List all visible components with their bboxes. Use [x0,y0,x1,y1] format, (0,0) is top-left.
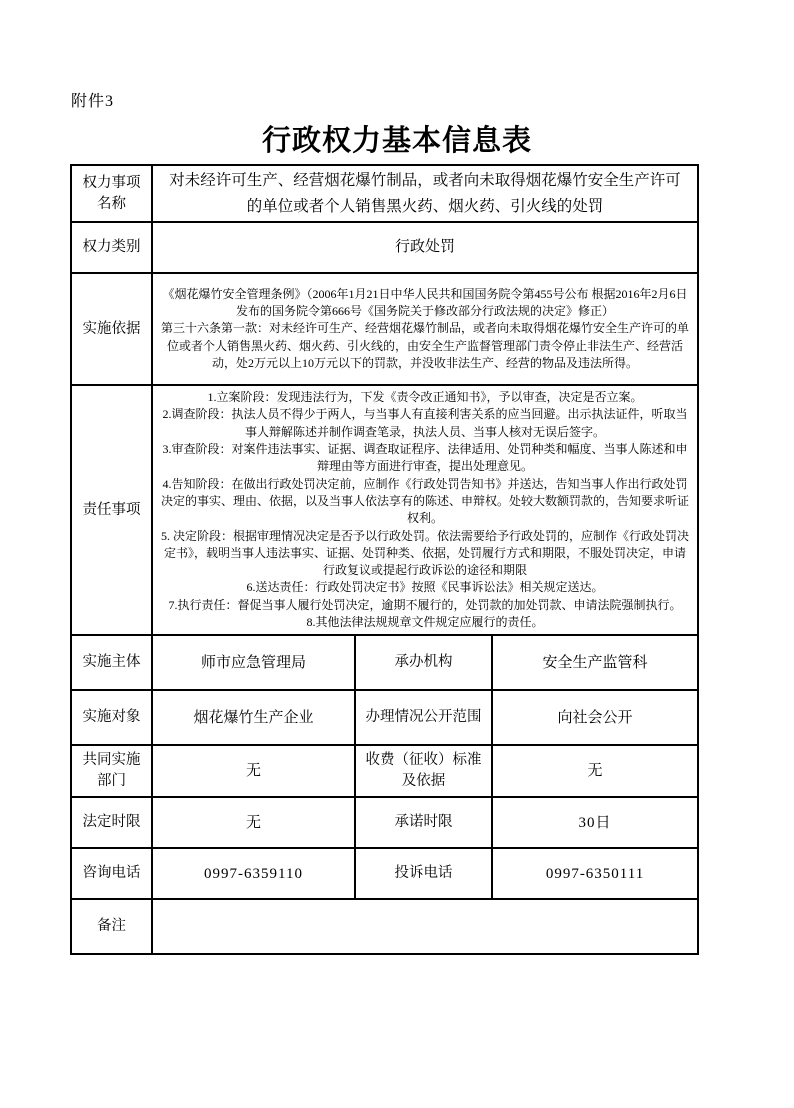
power-name-value: 对未经许可生产、经营烟花爆竹制品，或者向未取得烟花爆竹安全生产许可的单位或者个人销售黑火药、烟火药、引火线的处罚 [152,165,698,222]
row-implementing-body [71,635,698,690]
duty-item: 6.送达责任：行政处罚决定书》按照《民事诉讼法》相关规定送达。 [246,580,604,595]
row-power-type [71,222,698,273]
row-implementation-target [71,690,698,745]
inquiry-phone-value: 0997-6359110 [152,848,355,899]
attachment-label: 附件3 [71,93,115,110]
basis-paragraph: 第三十六条第一款：对未经许可生产、经营烟花爆竹制品，或者向未取得烟花爆竹安全生产许可的单位或者个人销售黑火药、烟火药、引火线的，由安全生产监督管理部门责令停止非法生产、经营活动，处2万元以上10万元以下的罚款，并没收非法生产、经营的物品及违法所得。 [161,321,690,371]
joint-departments-value: 无 [152,745,355,797]
page-title: 行政权力基本信息表 [261,125,532,157]
implementation-target-label: 实施对象 [71,690,152,745]
disclosure-scope-value: 向社会公开 [492,690,698,745]
fee-standard-value: 无 [492,745,698,797]
joint-departments-label: 共同实施部门 [71,745,152,797]
duty-items-label: 责任事项 [71,385,152,635]
row-implementation-basis [71,273,698,385]
power-type-value: 行政处罚 [152,222,698,273]
undertaking-agency-value: 安全生产监管科 [492,635,698,690]
power-type-label: 权力类别 [71,222,152,273]
row-remarks [71,899,698,954]
promised-time-limit-label: 承诺时限 [355,797,492,848]
implementation-target-value: 烟花爆竹生产企业 [152,690,355,745]
row-statutory-time-limit [71,797,698,848]
duty-item: 5. 决定阶段：根据审理情况决定是否予以行政处罚。依法需要给予行政处罚的，应制作《行政处罚决定书》，载明当事人违法事实、证据、处罚种类、依据，处罚履行方式和期限，不服处罚决定，申请行政复议或提起行政诉讼的途径和期限 [161,528,690,578]
undertaking-agency-label: 承办机构 [355,635,492,690]
implementation-basis-value [152,273,698,385]
remarks-label: 备注 [71,899,152,954]
implementing-body-value: 师市应急管理局 [152,635,355,690]
duty-item: 3.审查阶段：对案件违法事实、证据、调查取证程序、法律适用、处罚种类和幅度、当事人陈述和申辩理由等方面进行审查，提出处理意见。 [162,442,688,474]
remarks-value [152,899,698,954]
row-power-name [71,165,698,222]
row-joint-departments [71,745,698,797]
complaint-phone-label: 投诉电话 [355,848,492,899]
statutory-time-limit-value: 无 [152,797,355,848]
basis-paragraph: 《烟花爆竹安全管理条例》（2006年1月21日中华人民共和国国务院令第455号公布 根据2016年2月6日发布的国务院令第666号《国务院关于修改部分行政法规的决定》修正） [162,286,688,319]
basic-info-table [70,164,699,955]
fee-standard-label: 收费（征收）标准及依据 [355,745,492,797]
complaint-phone-value: 0997-6350111 [492,848,698,899]
duty-item: 2.调查阶段：执法人员不得少于两人，与当事人有直接利害关系的应当回避。出示执法证件，听取当事人辩解陈述并制作调查笔录，执法人员、当事人核对无误后签字。 [162,407,688,439]
duty-item: 1.立案阶段：发现违法行为，下发《责令改正通知书》，予以审查，决定是否立案。 [207,390,643,405]
power-name-label: 权力事项名称 [71,165,152,222]
duty-item: 8.其他法律法规规章文件规定应履行的责任。 [306,614,544,629]
row-phone-numbers [71,848,698,899]
row-duty-items [71,385,698,635]
duty-items-value [152,385,698,635]
promised-time-limit-value: 30日 [492,797,698,848]
duty-item: 7.执行责任：督促当事人履行处罚决定，逾期不履行的，处罚款的加处罚款、申请法院强制执行。 [168,597,682,612]
statutory-time-limit-label: 法定时限 [71,797,152,848]
implementing-body-label: 实施主体 [71,635,152,690]
implementation-basis-label: 实施依据 [71,273,152,385]
inquiry-phone-label: 咨询电话 [71,848,152,899]
duty-item: 4.告知阶段：在做出行政处罚决定前，应制作《行政处罚告知书》并送达，告知当事人作出行政处罚决定的事实、理由、依据，以及当事人依法享有的陈述、申辩权。处较大数额罚款的，告知要求听证权利。 [161,476,690,526]
disclosure-scope-label: 办理情况公开范围 [355,690,492,745]
